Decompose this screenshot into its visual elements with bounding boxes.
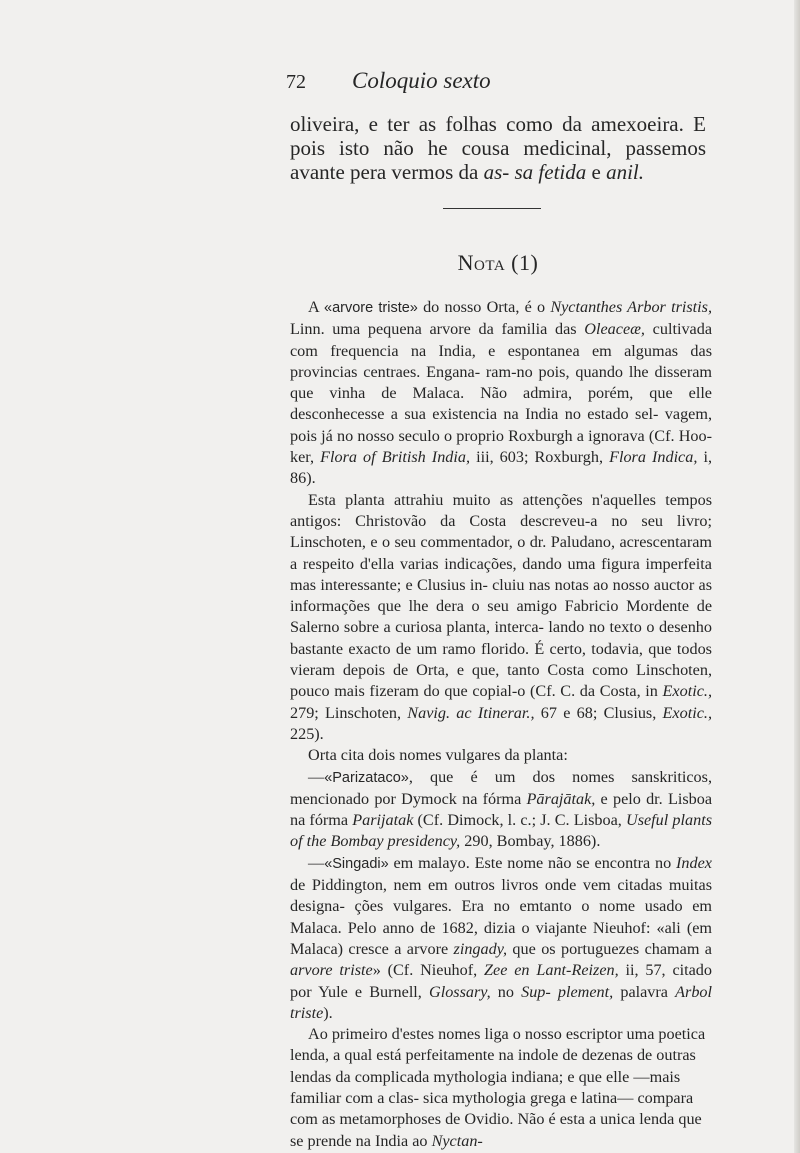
page-number: 72 [286,71,306,93]
note-paragraph-5: —«Singadi» em malayo. Este nome não se encontra no Index de Piddington, nem em outros livros onde vem citadas muitas designa- ções vulgares. Era no emtanto o nome usado em Malaca. Pelo anno de 1682, dizia o viajante Nieuhof: «ali (em Malaca) cresce a arvore zingady, que os portuguezes chamam a arvore triste» (Cf. Nieuhof, Zee en Lant-Reizen, ii, 57, citado por Yule e Burnell, Glossary, no Sup- plement, palavra Arbol triste). [290,853,712,1022]
note-paragraph-3: Orta cita dois nomes vulgares da planta: [308,746,568,765]
note-title: Nota (1) [457,250,539,275]
main-text [290,112,706,184]
section-divider [443,208,541,209]
note-paragraph-4: —«Parizataco», que é um dos nomes sanskriticos, mencionado por Dymock na fórma Pārajātak, e pelo dr. Lisboa na fórma Parijatak (Cf. Dimock, l. c.; J. C. Lisboa, Useful plants of the Bombay presidency, 290, Bombay, 1886). [290,767,713,851]
note-paragraph-6: Ao primeiro d'estes nomes liga o nosso escriptor uma poetica lenda, a qual está perfeitamente na indole de dezenas de outras lendas da complicada mythologia indiana; e que elle —mais familiar com a clas- sica mythologia grega e latina— compara com as metamorphoses de Ovidio. Não é esta a unica lenda que se prende na India ao Nyctan- [290,1025,706,1150]
note-paragraph-2: Esta planta attrahiu muito as attenções n'aquelles tempos antigos: Christovão da Costa descreveu-a no seu livro; Linschoten, e o seu commentador, o dr. Paludano, acrescentaram a respeito d'ella varias indicações, dando uma figura imperfeita mas interessante; e Clusius in- cluiu nas notas ao nosso auctor as informações que lhe dera o seu amigo Fabricio Mordente de Salerno sobre a curiosa planta, interca- lando no texto o desenho bastante exacto de um ramo florido. É certo, todavia, que todos vieram depois de Orta, e que, tanto Costa como Linschoten, pouco mais fizeram do que copial-o (Cf. C. da Costa, in Exotic., 279; Linschoten, Navig. ac Itinerar., 67 e 68; Clusius, Exotic., 225). [290,490,712,743]
page-edge [794,0,800,1153]
note-paragraph-1: A «arvore triste» do nosso Orta, é o Nyctanthes Arbor tristis, Linn. uma pequena arvore da familia das Oleaceæ, cultivada com frequencia na India, e espontanea em algumas das provincias centraes. Engana- ram-no pois, quando lhe disseram que vinha de Malaca. Não admira, porém, que elle desconhecesse a sua existencia na India no estado sel- vagem, pois já no nosso seculo o proprio Roxburgh a ignorava (Cf. Hoo- ker, Flora of British India, iii, 603; Roxburgh, Flora Indica, i, 86). [290,298,713,488]
main-paragraph: oliveira, e ter as folhas como da amexoeira. E pois isto não he cousa medicinal, passemos avante pera vermos da as- sa fetida e anil. [290,112,706,184]
running-head: Coloquio sexto [352,68,491,93]
note-body [290,297,712,1152]
